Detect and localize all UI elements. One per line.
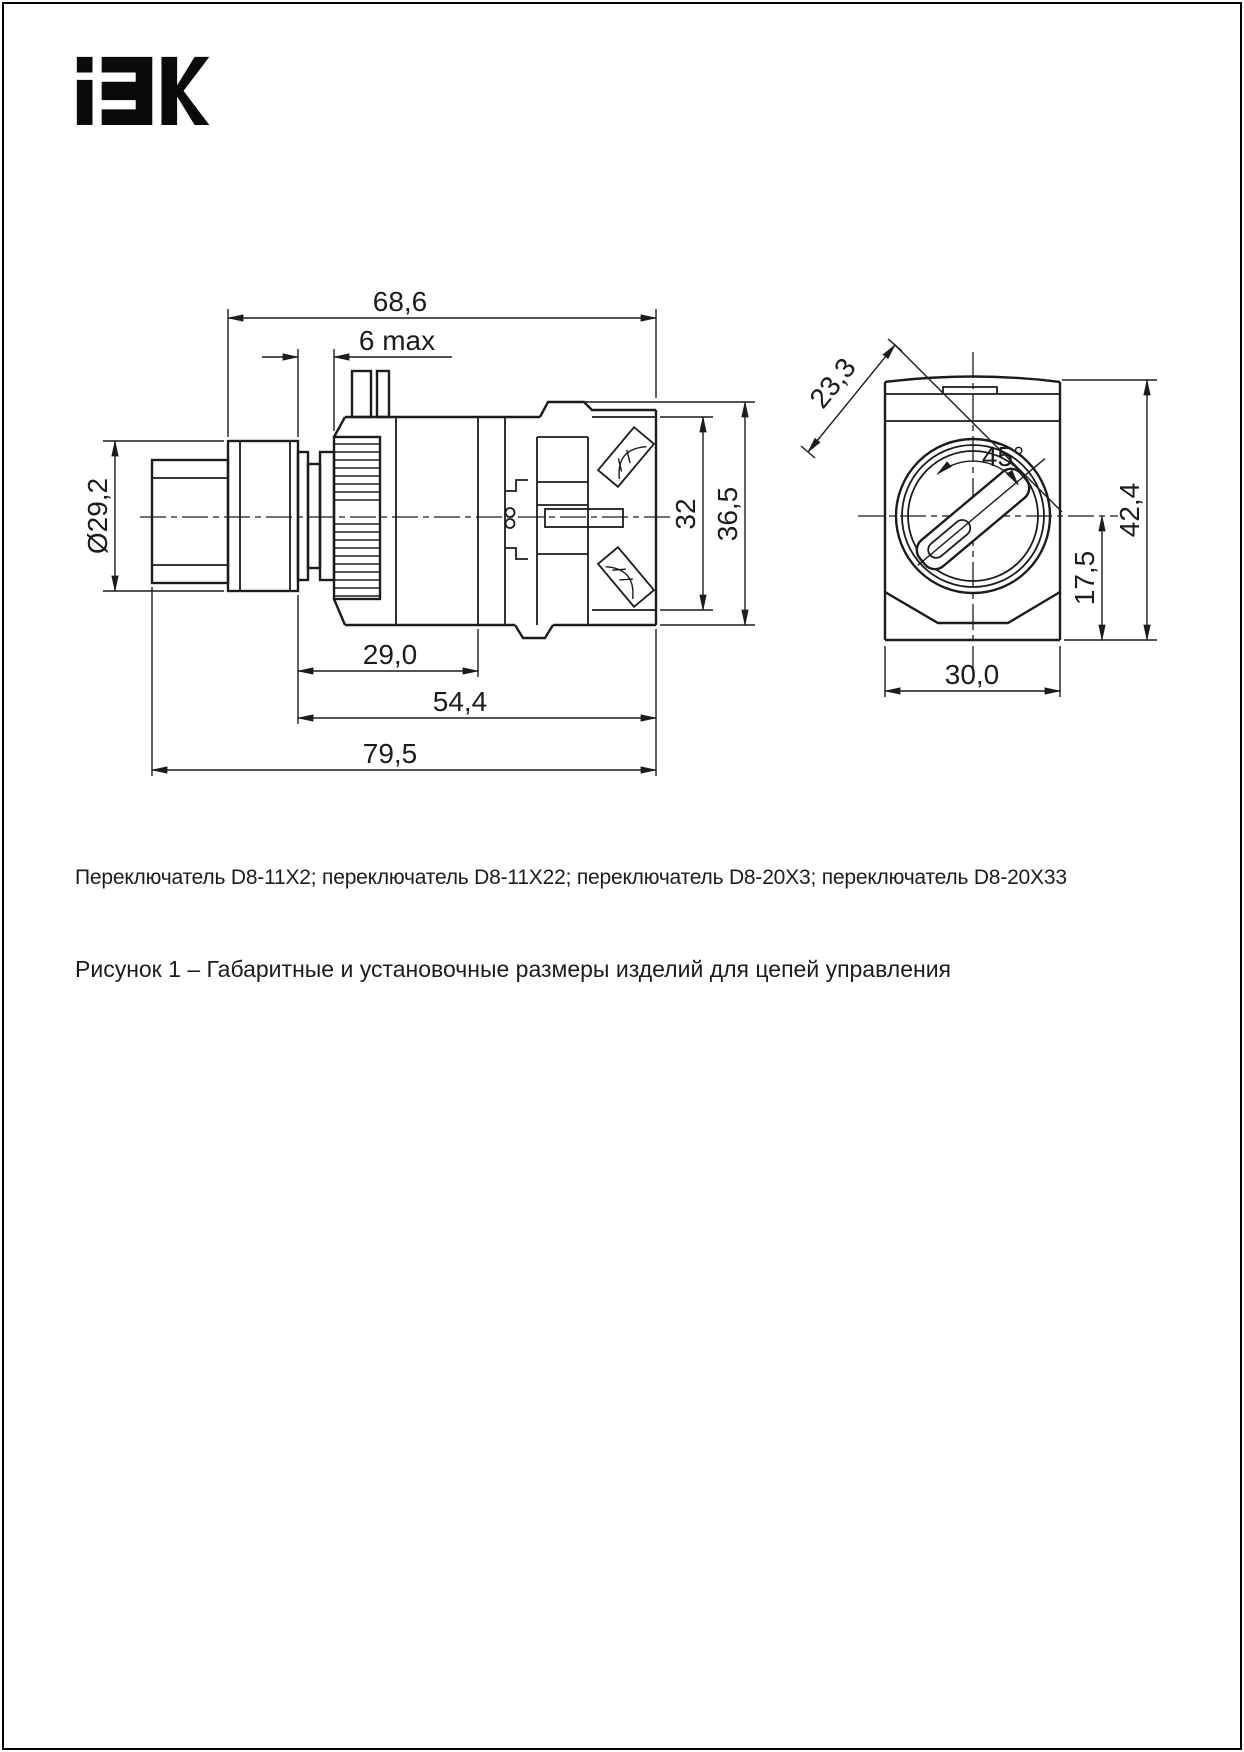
dim-68-6 bbox=[228, 286, 656, 437]
angle-45-label: 45° bbox=[981, 441, 1025, 472]
washer bbox=[320, 452, 334, 580]
dim-30-0-label: 30,0 bbox=[944, 659, 1000, 690]
pivot-circle-bottom bbox=[506, 519, 515, 528]
neck bbox=[308, 464, 320, 568]
dim-23-3-label: 23,3 bbox=[803, 352, 862, 414]
dim-36-5-label: 36,5 bbox=[712, 486, 743, 542]
dim-6-max-label: 6 max bbox=[358, 325, 436, 356]
dim-29-2-label: Ø29,2 bbox=[82, 477, 113, 555]
knob-steps bbox=[152, 478, 228, 565]
body-seams bbox=[396, 417, 505, 625]
caption-models: Переключатель D8-11X2; переключатель D8-11X22; переключатель D8-20X3; переключатель D8-20X33 bbox=[75, 866, 1067, 889]
collar bbox=[298, 452, 308, 580]
mount-tab-small bbox=[377, 371, 389, 417]
body-outline bbox=[334, 402, 656, 638]
actuator-bar bbox=[545, 509, 623, 527]
bezel-outline bbox=[228, 441, 298, 591]
dim-32 bbox=[660, 417, 713, 610]
handle-axis-line bbox=[918, 459, 1045, 566]
dim-54-4-label: 54,4 bbox=[432, 686, 488, 717]
terminal-screw-top bbox=[598, 427, 654, 487]
front-view bbox=[801, 339, 1157, 697]
thread-outline bbox=[334, 437, 380, 599]
dim-17-5-label: 17,5 bbox=[1069, 550, 1100, 606]
dim-79-5-label: 79,5 bbox=[362, 738, 418, 769]
contact-block-housing bbox=[537, 437, 588, 625]
dim-29-0 bbox=[298, 595, 478, 677]
dim-6-max bbox=[262, 325, 452, 437]
dim-54-4 bbox=[298, 629, 656, 724]
bezel-faces bbox=[240, 441, 290, 591]
caption-figure: Рисунок 1 – Габаритные и установочные размеры изделий для цепей управления bbox=[75, 956, 952, 982]
dim-32-label: 32 bbox=[670, 498, 701, 530]
pivot-circle-top bbox=[506, 508, 515, 517]
terminal-screw-bottom bbox=[598, 547, 654, 607]
front-top-tab bbox=[943, 387, 997, 394]
side-view bbox=[82, 286, 755, 776]
thread-hatch bbox=[334, 444, 380, 596]
dim-42-4-label: 42,4 bbox=[1114, 482, 1145, 538]
mount-tab-large bbox=[352, 371, 371, 417]
dim-29-0-label: 29,0 bbox=[362, 639, 418, 670]
dim-79-5 bbox=[152, 587, 656, 776]
dim-68-6-label: 68,6 bbox=[372, 286, 428, 317]
